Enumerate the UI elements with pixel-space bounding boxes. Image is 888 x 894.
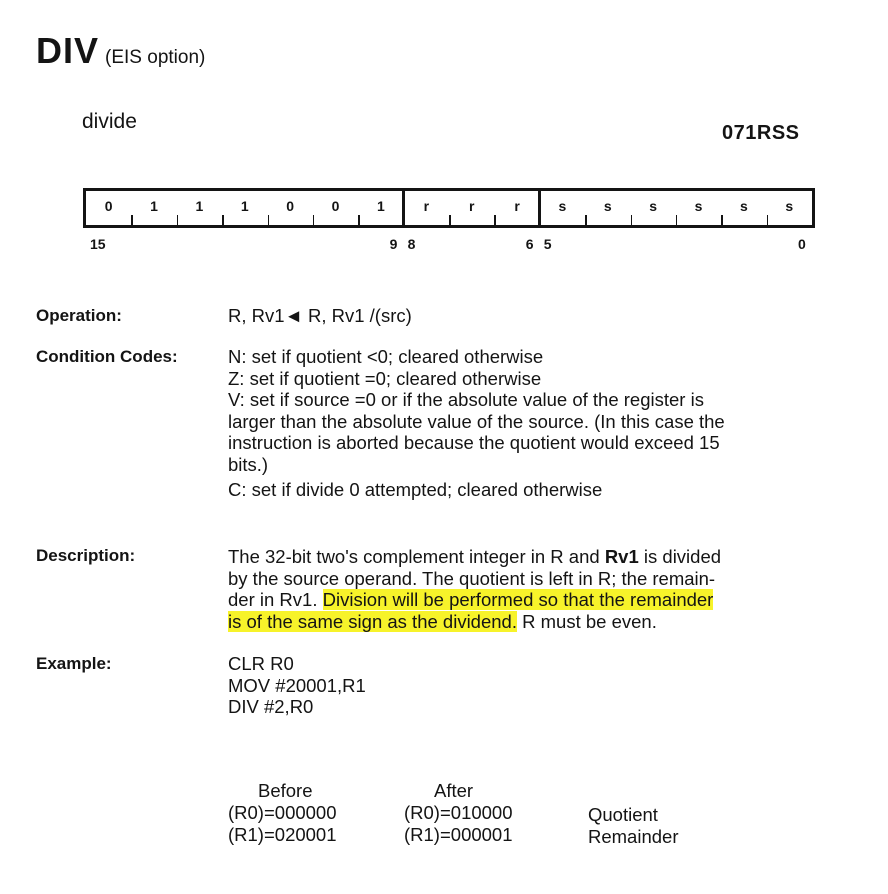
bit-cell: s: [785, 198, 794, 214]
code-line: CLR R0: [228, 653, 294, 674]
bit-tick: [268, 215, 270, 225]
description-line: [228, 611, 868, 633]
bit-cell: 0: [331, 198, 340, 214]
bit-number: 5: [543, 236, 552, 252]
cc-line: Z: set if quotient =0; cleared otherwise: [228, 367, 542, 389]
bit-tick: [676, 215, 678, 225]
bit-field-diagram: [83, 188, 815, 228]
condition-codes-label: Condition Codes:: [36, 347, 178, 366]
table-cell-after: (R0)=010000: [404, 802, 513, 823]
bit-cell: s: [694, 198, 703, 214]
cc-line: C: set if divide 0 attempted; cleared otherwise: [228, 479, 603, 500]
bit-cell: s: [603, 198, 612, 214]
bit-tick: [585, 215, 587, 225]
bit-cell: 1: [377, 198, 385, 214]
bit-cell: s: [740, 198, 748, 214]
operation-label: Operation:: [36, 306, 122, 325]
cc-line: instruction is aborted because the quotient would exceed 15: [228, 432, 720, 453]
bit-number: 15: [90, 236, 106, 252]
page-title: [36, 30, 205, 72]
bit-tick: [631, 215, 633, 225]
operation-text: R, Rv1◄ R, Rv1 /(src): [228, 305, 412, 326]
instruction-mnemonic: DIV: [36, 30, 100, 71]
bit-tick: [494, 215, 496, 225]
bit-cell: r: [468, 198, 475, 214]
bit-tick: [358, 215, 360, 225]
bit-tick: [222, 215, 224, 225]
bit-cell: 1: [240, 198, 249, 214]
field-divider: [402, 188, 405, 228]
table-cell-before: (R1)=020001: [228, 824, 337, 845]
cc-line: N: set if quotient <0; cleared otherwise: [228, 346, 544, 367]
description-line: [228, 589, 868, 611]
table-cell-note: Quotient: [588, 804, 658, 825]
table-cell-after: (R1)=000001: [404, 824, 513, 845]
bit-number: 6: [525, 236, 534, 252]
bit-tick: [721, 215, 723, 225]
highlighted-text: is of the same sign as the dividend.: [228, 610, 517, 632]
bit-cell: 0: [104, 198, 113, 214]
bit-number: 9: [389, 236, 398, 252]
bit-tick: [449, 215, 451, 225]
instruction-subtitle: (EIS option): [105, 47, 206, 68]
bit-cell: r: [423, 198, 430, 214]
description-part: der in Rv1.: [228, 589, 323, 610]
bit-cell: s: [649, 198, 658, 214]
bit-tick: [313, 215, 315, 225]
table-cell-note: Remainder: [588, 826, 679, 847]
bit-number: 0: [798, 236, 806, 252]
bit-tick: [177, 215, 179, 225]
table-cell-before: (R0)=000000: [228, 802, 337, 823]
bit-tick: [767, 215, 769, 225]
bit-cell: r: [514, 198, 520, 214]
description-part-bold: Rv1: [604, 546, 639, 567]
condition-codes-text: [228, 346, 868, 501]
cc-line: larger than the absolute value of the source. (In this case the: [228, 410, 725, 432]
table-header-after: After: [434, 780, 474, 801]
description-line: by the source operand. The quotient is left in R; the remain-: [228, 567, 716, 589]
description-text: [228, 546, 868, 632]
example-label: Example:: [36, 654, 112, 673]
description-part: R must be even.: [516, 610, 657, 632]
description-label: Description:: [36, 546, 136, 565]
bit-cell: s: [558, 198, 567, 214]
cc-line: V: set if source =0 or if the absolute value of the register is: [228, 389, 704, 410]
bit-tick: [131, 215, 133, 225]
description-part: The 32-bit two's complement integer in R and: [228, 546, 605, 567]
example-code: [228, 653, 868, 718]
bit-cell: 0: [286, 198, 295, 214]
description-line: [228, 546, 868, 568]
instruction-name: divide: [82, 110, 137, 133]
bit-number: 8: [407, 236, 416, 252]
description-part: is divided: [638, 546, 722, 567]
bit-cell: 1: [150, 198, 158, 214]
field-divider: [538, 188, 541, 228]
table-header-before: Before: [258, 780, 313, 801]
bit-cell: 1: [195, 198, 204, 214]
opcode-label: 071RSS: [722, 122, 800, 144]
code-line: MOV #20001,R1: [228, 674, 366, 696]
code-line: DIV #2,R0: [228, 696, 314, 717]
highlighted-text: Division will be performed so that the remainder: [322, 589, 714, 610]
cc-line: bits.): [228, 453, 269, 475]
